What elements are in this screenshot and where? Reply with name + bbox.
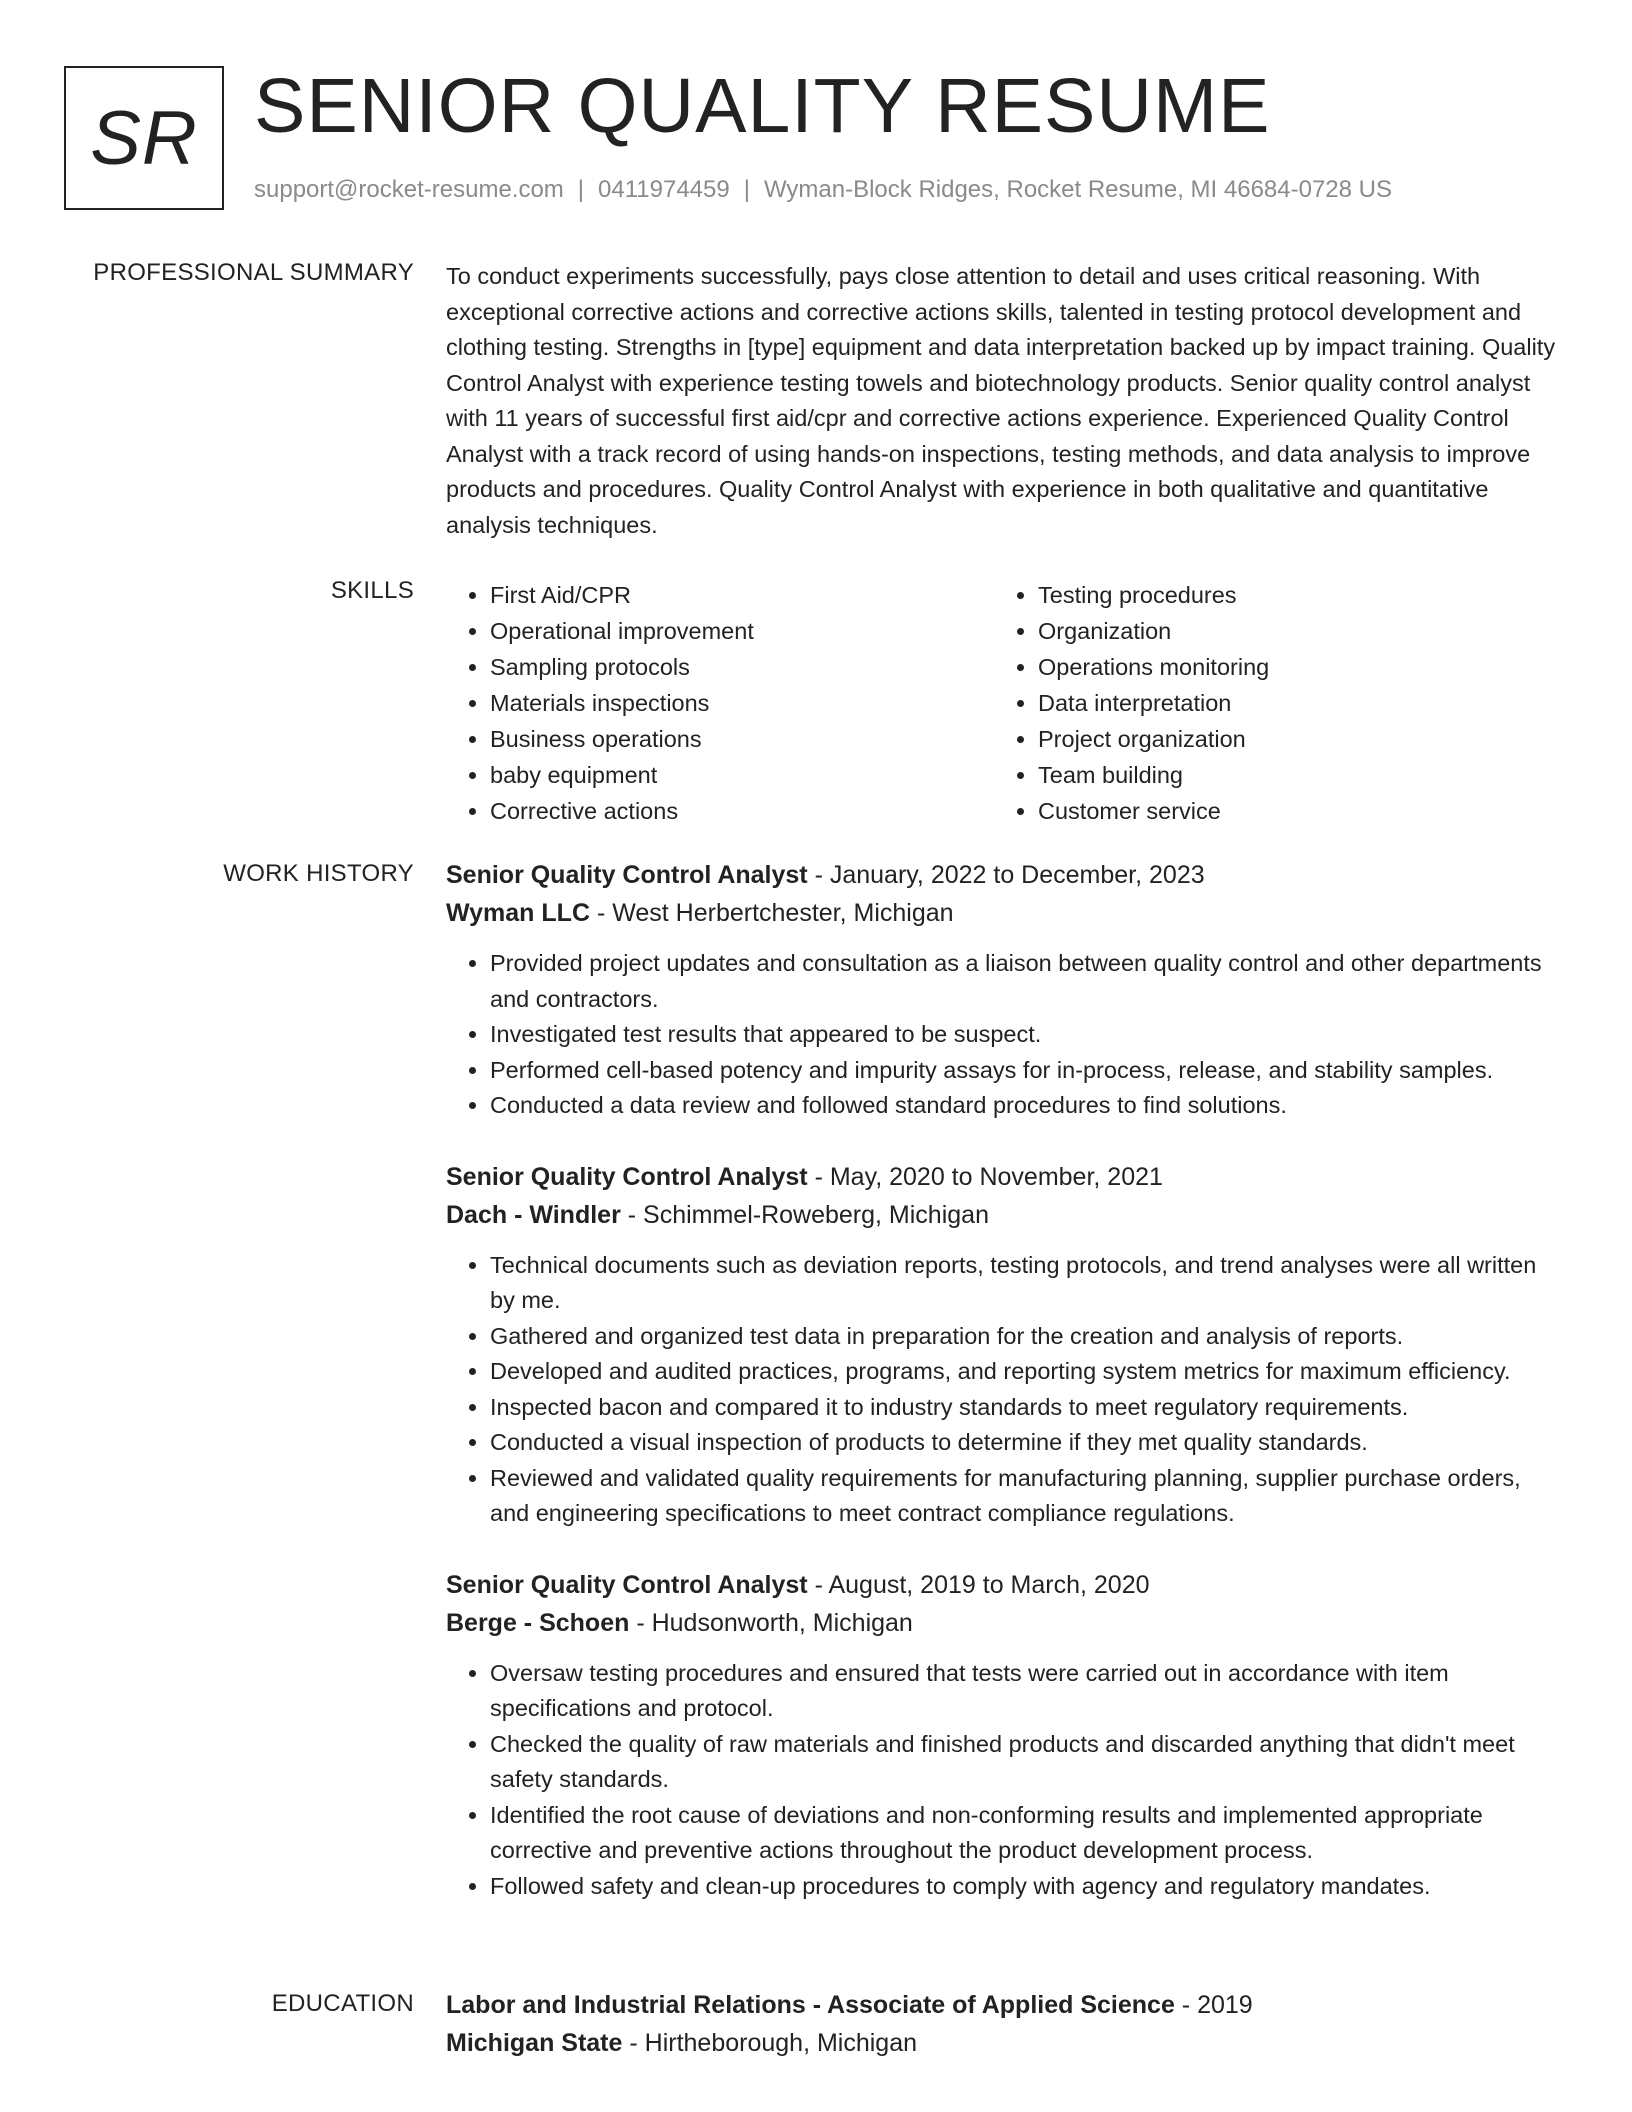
job-bullet: • Provided project updates and consultation as a liaison between quality control and other departments and contractors. bbox=[490, 946, 1556, 1017]
section-label-work: WORK HISTORY bbox=[223, 860, 414, 887]
job-entry bbox=[446, 1158, 1556, 1532]
skill-item: • First Aid/CPR bbox=[490, 577, 994, 613]
skill-item: • baby equipment bbox=[490, 757, 994, 793]
job-company: Wyman LLC bbox=[446, 899, 590, 927]
job-bullet: • Followed safety and clean-up procedures to comply with agency and regulatory mandates. bbox=[490, 1869, 1556, 1905]
skill-item: • Team building bbox=[1038, 757, 1542, 793]
skill-item: • Operations monitoring bbox=[1038, 649, 1542, 685]
job-title-line bbox=[446, 1158, 1556, 1196]
job-title: Senior Quality Control Analyst bbox=[446, 1162, 808, 1191]
job-bullet: • Identified the root cause of deviations and non-conforming results and implemented appropriate corrective and preventive actions throughout the product development process. bbox=[490, 1798, 1556, 1869]
job-bullets bbox=[446, 946, 1556, 1124]
job-entry bbox=[446, 1566, 1556, 1905]
skill-item: • Project organization bbox=[1038, 721, 1542, 757]
education-year: - 2019 bbox=[1174, 1991, 1253, 2019]
contact-separator: | bbox=[743, 176, 750, 203]
job-company: Berge - Schoen bbox=[446, 1608, 630, 1637]
job-title-line bbox=[446, 856, 1556, 894]
job-bullets bbox=[446, 1656, 1556, 1905]
skill-item: • Materials inspections bbox=[490, 685, 994, 721]
skill-item: • Sampling protocols bbox=[490, 649, 994, 685]
skill-item: • Business operations bbox=[490, 721, 994, 757]
job-location: - West Herbertchester, Michigan bbox=[590, 899, 954, 927]
job-title: Senior Quality Control Analyst bbox=[446, 1570, 808, 1599]
education-school-line bbox=[446, 2024, 1556, 2062]
skill-item: • Corrective actions bbox=[490, 793, 994, 829]
job-bullet: • Investigated test results that appeared to be suspect. bbox=[490, 1017, 1556, 1053]
skill-item: • Customer service bbox=[1038, 793, 1542, 829]
skill-item: • Data interpretation bbox=[1038, 685, 1542, 721]
summary-text: To conduct experiments successfully, pays close attention to detail and uses critical reasoning. With exceptional corrective actions and corrective actions skills, talented in testing protocol development and clothing testing. Strengths in [type] equipment and data interpretation backed up by impact training. Quality Control Analyst with experience testing towels and biotechnology products. Senior quality control analyst with 11 years of successful first aid/cpr and corrective actions experience. Experienced Quality Control Analyst with a track record of using hands-on inspections, testing methods, and data analysis to improve products and procedures. Quality Control Analyst with experience in both qualitative and quantitative analysis techniques. bbox=[446, 263, 1556, 538]
job-dates: - January, 2022 to December, 2023 bbox=[807, 861, 1205, 889]
skill-item: • Operational improvement bbox=[490, 613, 994, 649]
skills-grid bbox=[446, 577, 1556, 829]
job-location: - Schimmel-Roweberg, Michigan bbox=[620, 1200, 989, 1229]
education-location: - Hirtheborough, Michigan bbox=[622, 2029, 918, 2057]
contact-phone: 0411974459 bbox=[598, 176, 730, 203]
education-degree-line bbox=[446, 1986, 1556, 2024]
summary-body bbox=[446, 259, 1556, 543]
job-entry bbox=[446, 856, 1556, 1124]
job-bullet: • Gathered and organized test data in preparation for the creation and analysis of reports. bbox=[490, 1319, 1556, 1355]
education-school: Michigan State bbox=[446, 2029, 623, 2057]
skills-list-left bbox=[446, 577, 994, 829]
job-dates: - May, 2020 to November, 2021 bbox=[807, 1162, 1163, 1191]
contact-address: Wyman-Block Ridges, Rocket Resume, MI 46684-0728 US bbox=[763, 176, 1393, 203]
skill-item: • Organization bbox=[1038, 613, 1542, 649]
job-bullet: • Reviewed and validated quality requirements for manufacturing planning, supplier purchase orders, and engineering specifications to meet contract compliance regulations. bbox=[490, 1461, 1556, 1532]
skills-list-right bbox=[994, 577, 1542, 829]
resume-name: SENIOR QUALITY RESUME bbox=[254, 63, 1271, 149]
skill-item: • Testing procedures bbox=[1038, 577, 1542, 613]
job-bullet: • Conducted a visual inspection of products to determine if they met quality standards. bbox=[490, 1425, 1556, 1461]
section-label-education: EDUCATION bbox=[271, 1990, 414, 2017]
skills-body bbox=[446, 577, 1556, 829]
job-company-line bbox=[446, 1196, 1556, 1234]
job-bullet: • Technical documents such as deviation reports, testing protocols, and trend analyses were all written by me. bbox=[490, 1248, 1556, 1319]
contact-email: support@rocket-resume.com bbox=[254, 176, 564, 203]
job-bullets bbox=[446, 1248, 1556, 1532]
monogram-logo: SR bbox=[64, 66, 224, 210]
job-title: Senior Quality Control Analyst bbox=[446, 861, 808, 889]
resume-header bbox=[64, 63, 1584, 210]
job-bullet: • Inspected bacon and compared it to industry standards to meet regulatory requirements. bbox=[490, 1390, 1556, 1426]
contact-line bbox=[254, 176, 1392, 204]
job-bullet: • Conducted a data review and followed standard procedures to find solutions. bbox=[490, 1088, 1556, 1124]
section-label-summary: PROFESSIONAL SUMMARY bbox=[93, 259, 414, 286]
job-location: - Hudsonworth, Michigan bbox=[629, 1608, 913, 1637]
education-body bbox=[446, 1986, 1556, 2062]
job-dates: - August, 2019 to March, 2020 bbox=[807, 1570, 1150, 1599]
job-bullet: • Checked the quality of raw materials and finished products and discarded anything that didn't meet safety standards. bbox=[490, 1727, 1556, 1798]
contact-separator: | bbox=[577, 176, 585, 203]
job-title-line bbox=[446, 1566, 1556, 1604]
job-company-line bbox=[446, 894, 1556, 932]
job-company: Dach - Windler bbox=[446, 1200, 621, 1229]
section-label-skills: SKILLS bbox=[330, 577, 414, 604]
work-body bbox=[446, 856, 1556, 1938]
education-degree: Labor and Industrial Relations - Associate of Applied Science bbox=[446, 1991, 1175, 2019]
job-bullet: • Performed cell-based potency and impurity assays for in-process, release, and stability samples. bbox=[490, 1053, 1556, 1089]
job-bullet: • Oversaw testing procedures and ensured that tests were carried out in accordance with item specifications and protocol. bbox=[490, 1656, 1556, 1727]
job-company-line bbox=[446, 1604, 1556, 1642]
job-bullet: • Developed and audited practices, programs, and reporting system metrics for maximum efficiency. bbox=[490, 1354, 1556, 1390]
